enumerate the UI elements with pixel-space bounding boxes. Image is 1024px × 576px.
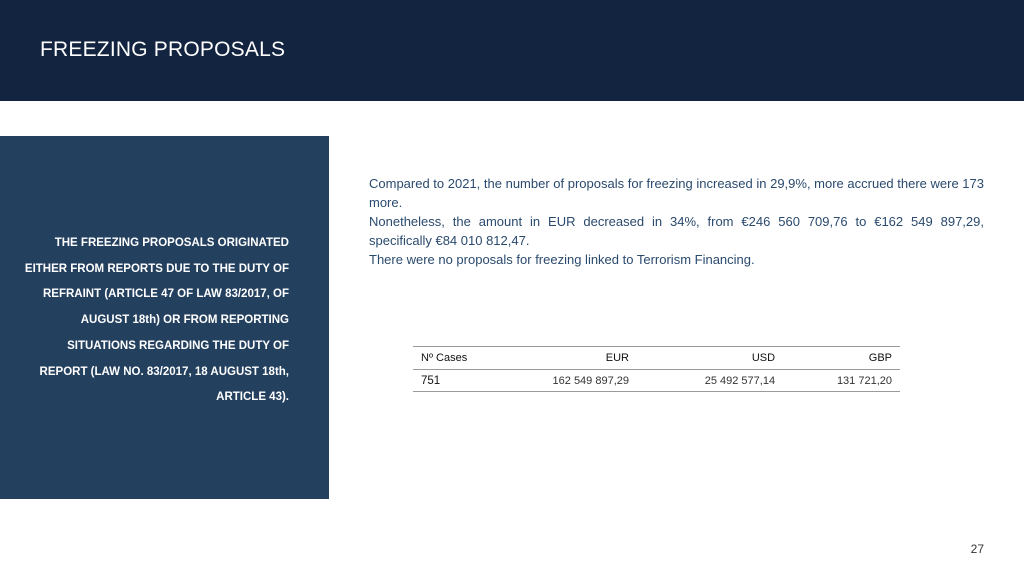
summary-paragraph-3: There were no proposals for freezing linked to Terrorism Financing. [369, 252, 755, 267]
cases-table [413, 346, 900, 392]
column-header-gbp: GBP [783, 347, 900, 370]
page-number: 27 [970, 542, 984, 556]
cell-cases: 751 [413, 370, 525, 392]
column-header-cases: Nº Cases [413, 347, 525, 370]
side-panel [0, 136, 329, 499]
cell-usd: 25 492 577,14 [637, 370, 783, 392]
cases-table-container [413, 346, 900, 392]
table-header-row [413, 347, 900, 370]
summary-paragraph-1: Compared to 2021, the number of proposals for freezing increased in 29,9%, more accrued there were 173 more. [369, 176, 984, 210]
column-header-eur: EUR [525, 347, 637, 370]
page-title: FREEZING PROPOSALS [40, 38, 286, 61]
summary-paragraph-2: Nonetheless, the amount in EUR decreased in 34%, from €246 560 709,76 to €162 549 897,29, specifically €84 010 812,47. [369, 214, 984, 248]
cell-eur: 162 549 897,29 [525, 370, 637, 392]
side-panel-text: THE FREEZING PROPOSALS ORIGINATED EITHER FROM REPORTS DUE TO THE DUTY OF REFRAINT (ARTICLE 47 OF LAW 83/2017, OF AUGUST 18th) OR FROM REPORTING SITUATIONS REGARDING THE DUTY OF REPORT (LAW NO. 83/2017, 18 AUGUST 18th, ARTICLE 43). [24, 237, 289, 404]
table-row [413, 370, 900, 392]
column-header-usd: USD [637, 347, 783, 370]
summary-text [369, 174, 984, 269]
cell-gbp: 131 721,20 [783, 370, 900, 392]
header-bar [0, 0, 1024, 101]
